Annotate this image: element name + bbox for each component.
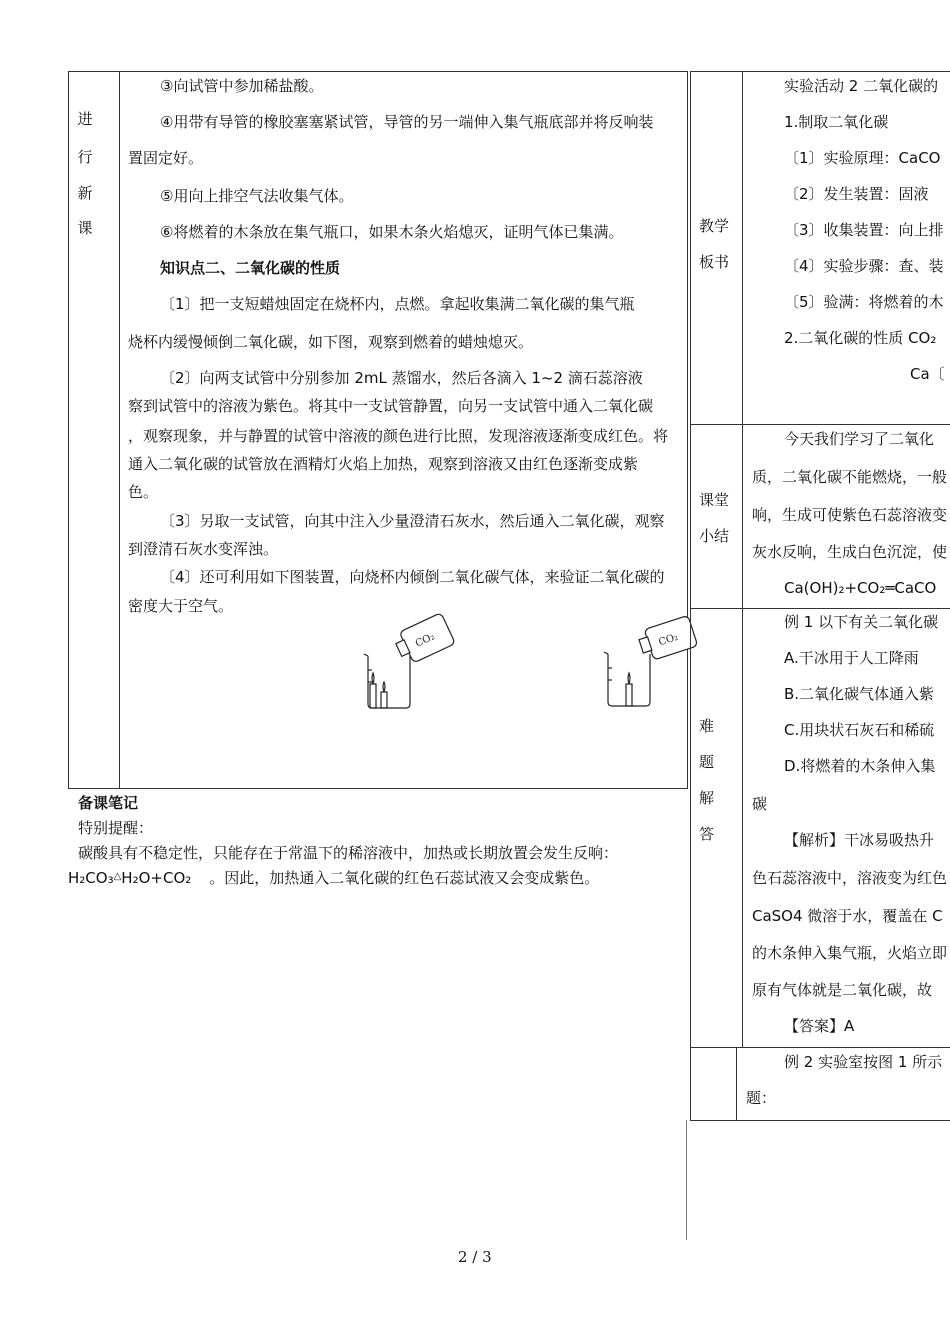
content-line: 色。 — [128, 483, 159, 501]
problem-option: C.用块状石灰石和稀硫 — [784, 721, 935, 739]
board-line: 〔5〕验满：将燃着的木 — [784, 293, 944, 311]
row-divider-summary-problems — [690, 608, 950, 609]
problem-analysis: 【解析】干冰易吸热升 — [784, 831, 935, 849]
summary-line: 今天我们学习了二氧化 — [784, 430, 935, 448]
content-line: 到澄清石灰水变浑浊。 — [128, 540, 279, 558]
co2-label: CO₂ — [657, 631, 680, 649]
equation-products: H₂O+CO₂ — [121, 869, 192, 887]
content-line: 〔1〕把一支短蜡烛固定在烧杯内，点燃。拿起收集满二氧化碳的集气瓶 — [160, 295, 635, 313]
beaker-right — [604, 652, 650, 706]
label-char: 进 — [77, 110, 93, 128]
label-char: 新 — [77, 184, 93, 202]
notes-reminder: 特别提醒： — [78, 819, 154, 837]
example-2-line: 例 2 实验室按图 1 所示 — [784, 1053, 943, 1071]
board-label-2: 板书 — [699, 253, 730, 271]
content-line: 〔3〕另取一支试管，向其中注入少量澄清石灰水，然后通入二氧化碳，观察 — [160, 512, 665, 530]
content-line: 烧杯内缓慢倾倒二氧化碳，如下图，观察到燃着的蜡烛熄灭。 — [128, 333, 534, 351]
right-table-outer-left — [690, 71, 691, 1120]
heat-symbol: △ — [113, 871, 122, 882]
example-2-line: 题： — [746, 1089, 777, 1107]
board-line: 1.制取二氧化碳 — [784, 113, 889, 131]
board-label-1: 教学 — [699, 217, 730, 235]
problem-answer: 【答案】A — [784, 1017, 855, 1035]
summary-label-1: 课堂 — [699, 491, 730, 509]
content-line: 察到试管中的溶液为紫色。将其中一支试管静置，向另一支试管中通入二氧化碳 — [128, 397, 654, 415]
equation-reactant: H₂CO₃ — [68, 869, 114, 887]
content-line: ⑤用向上排空气法收集气体。 — [160, 187, 354, 205]
gas-bottle-left — [392, 613, 455, 667]
board-line: 实验活动 2 二氧化碳的 — [784, 77, 939, 95]
summary-line: 响，生成可使紫色石蕊溶液变 — [752, 506, 948, 524]
gas-bottle-right — [637, 615, 698, 662]
beaker-left — [364, 654, 410, 708]
content-line: ④用带有导管的橡胶塞塞紧试管，导管的另一端伸入集气瓶底部并将反响装 — [160, 113, 654, 131]
page-number: 2 / 3 — [458, 1248, 492, 1266]
content-line: ③向试管中参加稀盐酸。 — [160, 77, 324, 95]
right-table-top — [690, 71, 950, 72]
board-line: 〔1〕实验原理：CaCO — [784, 149, 941, 167]
label-char: 行 — [77, 148, 93, 166]
summary-line: 质，二氧化碳不能燃烧，一般 — [752, 468, 948, 486]
page-continuation-line — [686, 1120, 687, 1240]
co2-pouring-figure — [350, 610, 710, 720]
problem-label-2: 题 — [699, 753, 715, 771]
problem-option: A.干冰用于人工降雨 — [784, 649, 919, 667]
content-line: 置固定好。 — [128, 149, 204, 167]
summary-equation: Ca(OH)₂+CO₂═CaCO — [784, 579, 937, 597]
example-row-divider — [736, 1047, 737, 1120]
problem-line: 原有气体就是二氧化碳，故 — [752, 981, 933, 999]
content-line: ⑥将燃着的木条放在集气瓶口，如果木条火焰熄灭，证明气体已集满。 — [160, 223, 624, 241]
problem-line: 碳 — [752, 795, 768, 813]
notes-line-2-text: 。因此，加热通入二氧化碳的红色石蕊试液又会变成紫色。 — [209, 869, 600, 887]
content-line: 密度大于空气。 — [128, 597, 234, 615]
row-divider-board-summary — [690, 424, 950, 425]
problem-label-4: 答 — [699, 825, 715, 843]
board-line: 2.二氧化碳的性质 CO₂ — [784, 329, 937, 347]
content-line: 〔4〕还可利用如下图装置，向烧杯内倾倒二氧化碳气体，来验证二氧化碳的 — [160, 568, 665, 586]
problem-label-1: 难 — [699, 717, 715, 735]
board-line: 〔3〕收集装置：向上排 — [784, 221, 944, 239]
notes-line-1: 碳酸具有不稳定性，只能存在于常温下的稀溶液中，加热或长期放置会发生反响： — [78, 844, 619, 862]
problem-line: 例 1 以下有关二氧化碳 — [784, 613, 939, 631]
row-divider-problems-example — [690, 1047, 950, 1048]
problem-option: D.将燃着的木条伸入集 — [784, 757, 936, 775]
notes-line-2 — [68, 868, 599, 891]
content-line: ，观察现象，并与静置的试管中溶液的颜色进行比照，发现溶液逐渐变成红色。将 — [128, 427, 669, 445]
problem-line: 的木条伸入集气瓶，火焰立即 — [752, 944, 948, 962]
problem-label-3: 解 — [699, 789, 715, 807]
board-line: Ca〔 — [910, 365, 945, 383]
problem-line: CaSO4 微溶于水，覆盖在 C — [752, 907, 943, 925]
right-table-label-divider — [742, 71, 743, 1047]
notes-title: 备课笔记 — [78, 794, 139, 812]
section-heading: 知识点二、二氧化碳的性质 — [160, 259, 341, 277]
label-char: 课 — [77, 219, 93, 237]
problem-option: B.二氧化碳气体通入紫 — [784, 685, 935, 703]
right-table-bottom — [690, 1120, 950, 1121]
content-line: 〔2〕向两支试管中分别参加 2mL 蒸馏水，然后各滴入 1~2 滴石蕊溶液 — [160, 369, 643, 387]
board-line: 〔2〕发生装置：固液 — [784, 185, 929, 203]
co2-label: CO₂ — [413, 631, 437, 650]
problem-line: 色石蕊溶液中，溶液变为红色 — [752, 869, 948, 887]
summary-line: 灰水反响，生成白色沉淀，使 — [752, 543, 948, 561]
left-table-divider — [119, 71, 120, 789]
content-line: 通入二氧化碳的试管放在酒精灯火焰上加热，观察到溶液又由红色逐渐变成紫 — [128, 455, 639, 473]
board-line: 〔4〕实验步骤：查、装 — [784, 257, 944, 275]
summary-label-2: 小结 — [699, 527, 730, 545]
